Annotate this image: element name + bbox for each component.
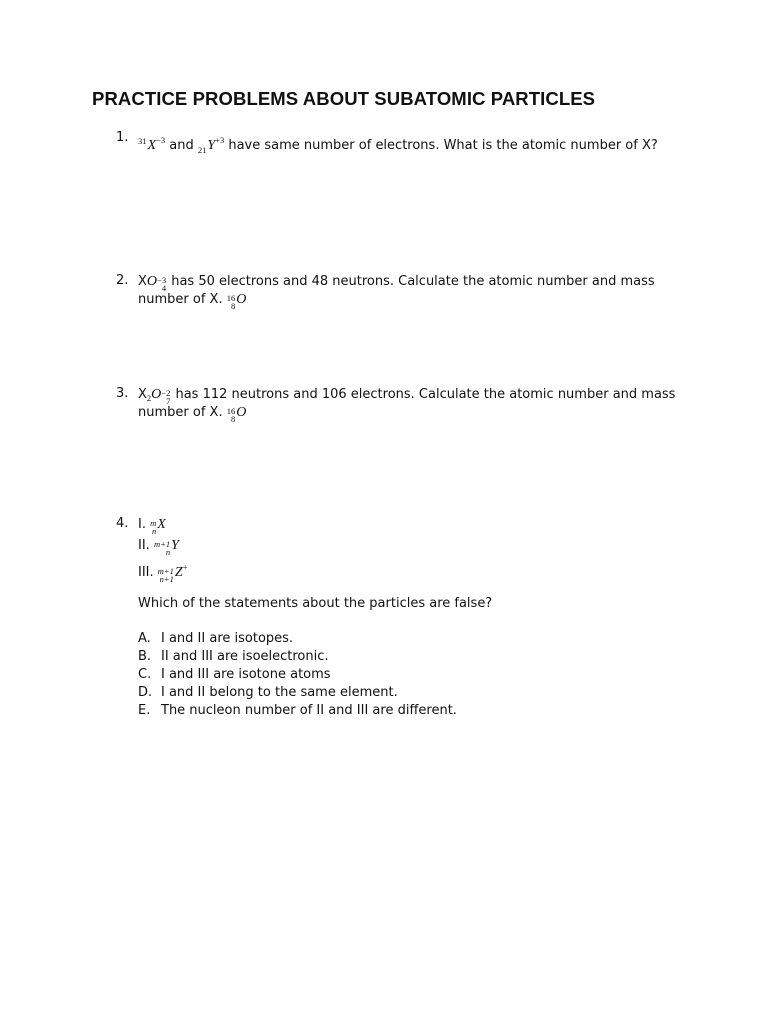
and-word: and (169, 138, 194, 153)
particle-1-atomic: n (152, 526, 157, 536)
oxygen-count: 7 (166, 396, 171, 406)
question-2-line-2 (138, 291, 655, 309)
question-4-text (138, 516, 188, 584)
option-letter: A. (138, 631, 151, 646)
particle-2-symbol: Y (171, 538, 179, 553)
option-text: I and III are isotone atoms (161, 667, 331, 682)
question-2-text (138, 273, 655, 309)
option-text: II and III are isoelectronic. (161, 649, 329, 664)
option-letter: D. (138, 685, 153, 700)
y-atomic-number: 21 (197, 145, 207, 155)
question-2-body-1: has 50 electrons and 48 neutrons. Calculate the atomic number and mass (171, 274, 655, 289)
oxygen-indices (161, 389, 170, 405)
particle-3-symbol: Z (174, 565, 183, 580)
oxygen-symbol: O (146, 274, 158, 289)
oxygen-reference-indices (227, 407, 236, 423)
y-charge: +3 (215, 135, 225, 145)
particle-2-roman: II. (138, 538, 150, 553)
question-1-body: have same number of electrons. What is the atomic number of X? (228, 138, 658, 153)
particle-3-atomic: n+1 (159, 574, 174, 584)
option-text: The nucleon number of II and III are different. (161, 703, 457, 718)
ion-prefix: X (138, 387, 147, 402)
question-number: 4. (116, 516, 129, 531)
oxygen-reference-symbol: O (236, 292, 247, 307)
option-text: I and II belong to the same element. (161, 685, 398, 700)
question-number: 3. (116, 386, 129, 401)
option-e (138, 702, 457, 720)
particle-2-atomic: n (165, 547, 171, 557)
oxygen-mass-number: 16 (226, 293, 236, 303)
particle-2-mass: m+1 (153, 539, 171, 549)
question-number: 2. (116, 273, 129, 288)
question-2-line-1 (138, 273, 655, 291)
particle-2 (138, 537, 188, 558)
particle-1-symbol: X (157, 517, 166, 532)
question-1-text (138, 130, 658, 160)
page-title: PRACTICE PROBLEMS ABOUT SUBATOMIC PARTICLES (92, 88, 596, 109)
option-letter: B. (138, 649, 152, 664)
option-d (138, 684, 457, 702)
x-mass-number: 31 (138, 136, 147, 146)
y-symbol: Y (207, 138, 216, 153)
x-symbol: X (147, 138, 157, 153)
question-3-body-2: number of X. (138, 405, 223, 420)
particle-2-indices (154, 540, 170, 556)
question-4-prompt: Which of the statements about the particles are false? (138, 596, 493, 611)
particle-3 (138, 558, 188, 584)
particle-1 (138, 516, 188, 537)
question-2-body-2: number of X. (138, 292, 223, 307)
particle-3-mass: m+1 (157, 566, 174, 576)
question-3-line-1 (138, 386, 675, 404)
oxygen-reference-symbol: O (236, 405, 247, 420)
option-letter: E. (138, 703, 151, 718)
question-number: 1. (116, 130, 129, 145)
oxygen-atomic-number: 8 (230, 301, 236, 311)
oxygen-mass-number: 16 (226, 406, 236, 416)
ion-prefix: X (138, 274, 147, 289)
particle-1-roman: I. (138, 517, 146, 532)
x-count: 2 (146, 393, 152, 403)
particle-1-mass: m (150, 518, 157, 528)
x-charge: −3 (156, 135, 166, 145)
option-a (138, 630, 457, 648)
question-3-text (138, 386, 675, 422)
ion-charge: −2 (161, 388, 171, 398)
options-list (138, 630, 457, 720)
oxygen-count: 4 (161, 283, 167, 293)
question-3-line-2 (138, 404, 675, 422)
ion-charge: −3 (157, 275, 167, 285)
oxygen-indices (157, 276, 166, 292)
option-letter: C. (138, 667, 152, 682)
option-c (138, 666, 457, 684)
option-b (138, 648, 457, 666)
oxygen-symbol: O (151, 387, 162, 402)
option-text: I and II are isotopes. (161, 631, 294, 646)
oxygen-atomic-number: 8 (230, 414, 236, 424)
question-3-body-1: has 112 neutrons and 106 electrons. Calculate the atomic number and mass (175, 387, 676, 402)
particle-1-indices (150, 519, 156, 535)
particle-3-roman: III. (138, 565, 154, 580)
particle-3-charge: + (182, 562, 188, 572)
oxygen-reference-indices (227, 294, 236, 310)
particle-3-indices (158, 567, 174, 583)
